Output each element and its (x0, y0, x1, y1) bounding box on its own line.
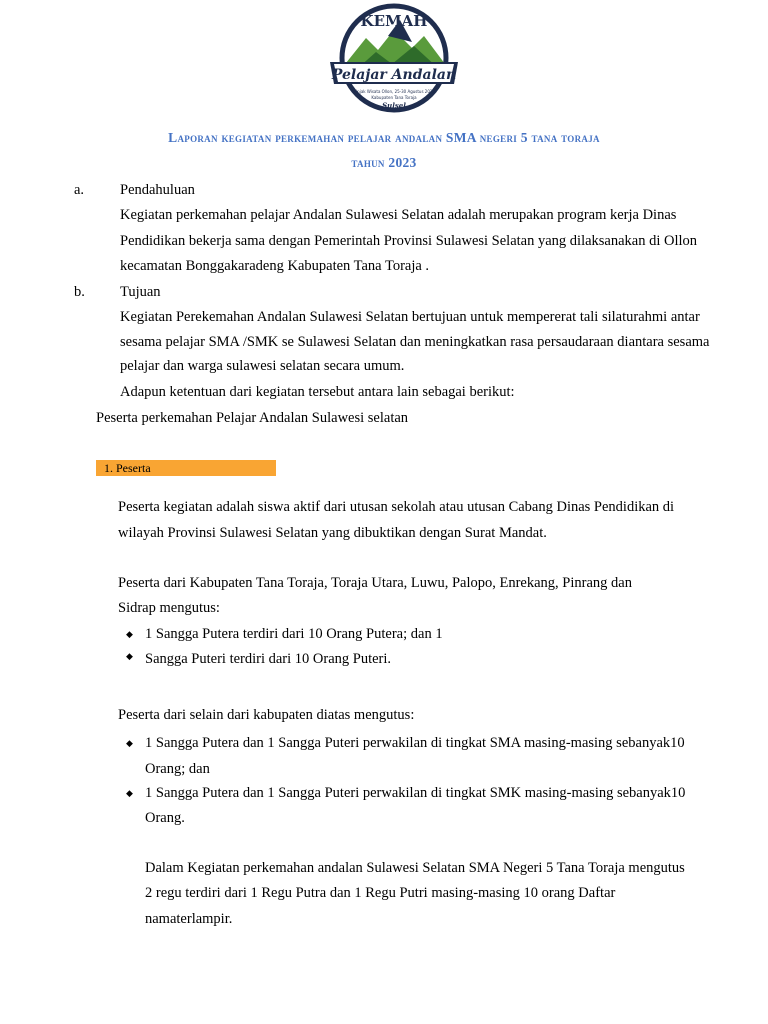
section-b-line: Adapun ketentuan dari kegiatan tersebut antara lain sebagai berikut: (120, 384, 515, 400)
section-b-line: Kegiatan Perekemahan Andalan Sulawesi Selatan bertujuan untuk mempererat tali silaturahmi antar (120, 309, 700, 325)
svg-text:Dinjak Wisata Ollon, 25-30 Agu: Dinjak Wisata Ollon, 25-30 Agustus 2023 (352, 89, 436, 94)
report-title-line2: tahun 2023 (351, 155, 417, 170)
report-title-line1: Laporan kegiatan perkemahan pelajar andalan SMA negeri 5 tana toraja (168, 130, 600, 145)
section-a-line: Pendidikan bekerja sama dengan Pemerintah Provinsi Sulawesi Selatan yang dilaksanakan di Ollon (120, 233, 698, 249)
logo-kemah-text: KEMAH (360, 12, 428, 30)
diamond-bullet-icon: ◆ (126, 629, 133, 639)
kabupaten-para-line: Sidrap mengutus: (118, 600, 220, 616)
section-b-heading: Tujuan (120, 284, 161, 300)
selain-bullet-line: 1 Sangga Putera dan 1 Sangga Puteri perwakilan di tingkat SMA masing-masing sebanyak10 (145, 735, 685, 751)
diamond-bullet-icon: ◆ (126, 788, 133, 798)
logo-banner-text: Pelajar Andalan (331, 67, 457, 83)
selain-bullet-line: Orang. (145, 810, 185, 826)
section-b-line: pelajar dan warga sulawesi selatan secara umum. (120, 358, 405, 374)
closing-para-line: namaterlampir. (145, 911, 233, 927)
peserta-para-line: Peserta kegiatan adalah siswa aktif dari utusan sekolah atau utusan Cabang Dinas Pendidikan di (118, 499, 675, 515)
peserta-heading: 1. Peserta (104, 461, 151, 475)
peserta-para-line: wilayah Provinsi Sulawesi Selatan yang dibuktikan dengan Surat Mandat. (118, 525, 547, 541)
kabupaten-bullet-text: Sangga Puteri terdiri dari 10 Orang Puteri. (145, 651, 392, 667)
participants-subtitle: Peserta perkemahan Pelajar Andalan Sulawesi selatan (96, 410, 409, 426)
closing-para-line: Dalam Kegiatan perkemahan andalan Sulawesi Selatan SMA Negeri 5 Tana Toraja mengutus (145, 860, 685, 876)
section-a-heading: Pendahuluan (120, 182, 195, 198)
selain-para: Peserta dari selain dari kabupaten diatas mengutus: (118, 707, 415, 723)
kabupaten-bullet-text: 1 Sangga Putera terdiri dari 10 Orang Putera; dan 1 (145, 626, 443, 642)
diamond-bullet-icon: ◆ (126, 651, 133, 661)
selain-bullet-line: Orang; dan (145, 761, 210, 777)
kabupaten-para-line: Peserta dari Kabupaten Tana Toraja, Toraja Utara, Luwu, Palopo, Enrekang, Pinrang dan (118, 575, 632, 591)
section-b-marker: b. (74, 284, 85, 300)
kemah-logo (328, 2, 460, 114)
svg-text:Kabupaten Tana Toraja: Kabupaten Tana Toraja (371, 95, 417, 100)
closing-para-line: 2 regu terdiri dari 1 Regu Putra dan 1 Regu Putri masing-masing 10 orang Daftar (145, 885, 616, 901)
diamond-bullet-icon: ◆ (126, 738, 133, 748)
section-a-line: kecamatan Bonggakaradeng Kabupaten Tana Toraja . (120, 258, 430, 274)
section-a-marker: a. (74, 182, 85, 198)
selain-bullet-line: 1 Sangga Putera dan 1 Sangga Puteri perwakilan di tingkat SMK masing-masing sebanyak10 (145, 785, 686, 801)
section-a-line: Kegiatan perkemahan pelajar Andalan Sulawesi Selatan adalah merupakan program kerja Dinas (120, 207, 677, 223)
section-b-line: sesama pelajar SMA /SMK se Sulawesi Selatan dan meningkatkan rasa persaudaraan diantara sesama (120, 334, 710, 350)
svg-text:Sulsel: Sulsel (382, 101, 406, 110)
